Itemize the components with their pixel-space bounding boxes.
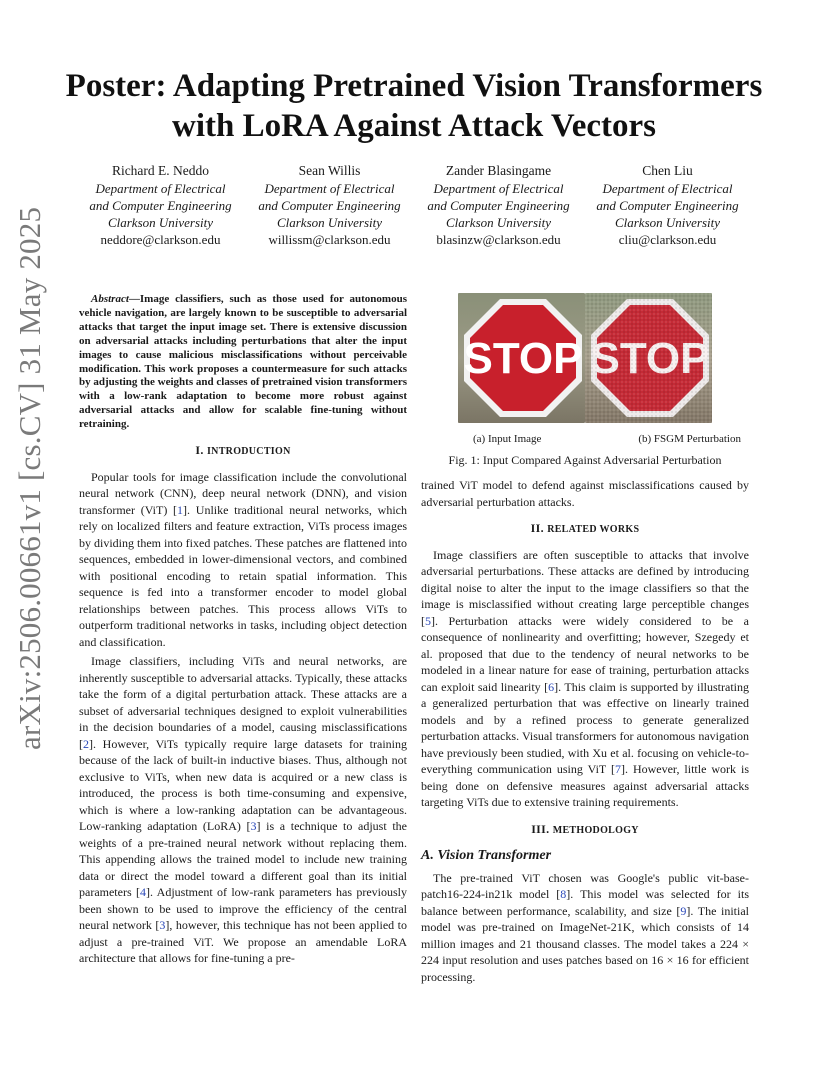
text-run: ]. This model was selected for its balance between performance, scalability, and size [ — [421, 887, 749, 918]
section-number: II. — [530, 521, 544, 535]
citation-link[interactable]: 6 — [548, 679, 555, 694]
author-name: Chen Liu — [642, 163, 693, 178]
author-affiliation: Department of Electrical — [95, 181, 226, 196]
paper-title — [60, 66, 768, 146]
author-email: blasinzw@clarkson.edu — [436, 232, 561, 247]
section-heading-introduction — [79, 442, 407, 461]
abstract-text: —Image classifiers, such as those used for autonomous vehicle navigation, are largely known to be susceptible to adversarial attacks that target the input image set. There is extensive discussion on adversarial attacks including perturbations that alter the input images to cause malicious misclassifications without perceivable modification. This work proposes a countermeasure for such attacks by adjusting the weights and classes of pretrained vision transformers with a low-rank adaptation to become more robust against adversarial attacks and allow for scalable fine-tuning without retraining. — [79, 293, 407, 431]
author-affiliation: and Computer Engineering — [89, 198, 232, 213]
citation-link[interactable]: 7 — [614, 762, 621, 776]
text-run: ]. However, little work is being done on defensive measures against adversarial attacks targeting ViTs due to extensive training requirements. — [421, 762, 749, 809]
text-run: ] is a technique to adjust the weights of a pre-trained neural network without replacing them. This appending allows the trained model to include new training data or direct the model toward a different goal than its initial parameters [ — [79, 819, 407, 900]
author-name: Sean Willis — [298, 163, 361, 178]
subcaption-b: (b) FSGM Perturbation — [638, 433, 741, 445]
intro-paragraph-2 — [79, 653, 407, 967]
citation-link[interactable]: 8 — [560, 887, 567, 901]
input-image — [458, 293, 585, 423]
text-run: Popular tools for image classification include the convolutional neural network (CNN), deep neural network (DNN), and vision transformer (ViT) [ — [79, 469, 407, 517]
perturbed-image — [585, 293, 712, 423]
section-title: INTRODUCTION — [206, 446, 291, 458]
text-run: ]. Adjustment of low-rank parameters has previously been shown to be used to improve the efficiency of the central neural network [ — [79, 885, 407, 933]
citation-link[interactable]: 9 — [680, 903, 687, 918]
text-run: ]. This claim is supported by illustrating a generalized perturbation that was effective on linearly trained models and by a refined process to generate generalized perturbation attacks. Visual transformers for autonomous navigation have previously been studied, with Xu et al. focusing on vehicle-to-everything communication using ViT [ — [421, 679, 749, 776]
title-line-1: Poster: Adapting Pretrained Vision Transformers — [65, 68, 763, 104]
subcaptions — [421, 433, 749, 445]
author-email: willissm@clarkson.edu — [268, 232, 391, 247]
section-number: III. — [531, 821, 550, 836]
author-email: neddore@clarkson.edu — [100, 232, 221, 247]
author-block — [245, 162, 414, 248]
vision-transformer-paragraph — [421, 870, 749, 986]
author-block — [583, 162, 752, 248]
intro-continuation: trained ViT model to defend against misclassifications caused by adversarial perturbation attacks. — [421, 478, 749, 509]
citation-link[interactable]: 1 — [177, 502, 184, 517]
author-affiliation: Clarkson University — [614, 215, 721, 230]
text-run: ]. The initial model was pre-trained on ImageNet-21K, which consists of 14 million images and 21 thousand classes. The model takes a 224 × 224 input resolution and uses patches based on 16 × 16 for efficient processing. — [421, 903, 749, 984]
intro-paragraph-1 — [79, 469, 407, 651]
author-affiliation: and Computer Engineering — [427, 198, 570, 213]
author-affiliation: and Computer Engineering — [258, 198, 401, 213]
citation-link[interactable]: 4 — [139, 885, 146, 900]
title-line-2: with LoRA Against Attack Vectors — [171, 108, 657, 144]
author-affiliation: Department of Electrical — [602, 181, 733, 196]
section-heading-related-works — [421, 520, 749, 539]
citation-link[interactable]: 5 — [425, 613, 431, 628]
author-affiliation: Department of Electrical — [433, 181, 564, 196]
author-name: Richard E. Neddo — [111, 163, 210, 178]
text-run: ]. However, ViTs typically require large datasets for training because of the lack of built-in inductive biases. Thus, although not exclusive to ViTs, when new data is acquired or a new class is introduced, the process is both time-consuming and expensive, which is where a low-ranking adaptation can be advantageous. Low-ranking adaptation (LoRA) [ — [79, 736, 407, 834]
text-run: ], however, this technique has not been applied to adjust a pre-trained ViT. We propose an amendable LoRA architecture that allows for fine-tuning a pre- — [79, 918, 407, 966]
section-title: METHODOLOGY — [552, 824, 639, 836]
section-heading-methodology — [421, 821, 749, 840]
author-affiliation: Clarkson University — [445, 215, 552, 230]
citation-link[interactable]: 3 — [159, 918, 166, 933]
author-block — [76, 162, 245, 248]
figure-caption: Fig. 1: Input Compared Against Adversarial Perturbation — [448, 453, 722, 467]
stop-sign-perturbed-image — [585, 293, 712, 423]
stop-sign-image — [458, 293, 585, 423]
figure-1 — [421, 293, 749, 468]
author-affiliation: Department of Electrical — [264, 181, 395, 196]
author-name: Zander Blasingame — [445, 163, 552, 178]
arxiv-identifier[interactable]: arXiv:2506.00661v1 [cs.CV] 31 May 2025 — [12, 206, 47, 750]
text-run: ]. Unlike traditional neural networks, which rely on localized filters and feature extraction, ViTs process images by dividing them into fixed patches. These patches are flattened into sequences, embedded in lower-dimensional vectors, and combined with positional encoding to retain spatial information. This sequence is fed into a transformer encoder to model global relationships between patches. This process allows ViTs to outperform traditional networks in tasks, including object detection and classification. — [79, 502, 408, 649]
author-affiliation: Clarkson University — [107, 215, 214, 230]
author-affiliation: and Computer Engineering — [596, 198, 739, 213]
subcaption-a: (a) Input Image — [473, 433, 542, 445]
abstract — [79, 293, 407, 432]
text-run: The pre-trained ViT chosen was Google's public vit-base-patch16-224-in21k model [ — [421, 870, 749, 901]
section-title: RELATED WORKS — [547, 524, 640, 535]
author-affiliation: Clarkson University — [276, 215, 383, 230]
text-run: Image classifiers, including ViTs and neural networks, are inherently susceptible to adversarial attacks. Typically, these attacks take the form of a digital perturbation attack. These attacks are a subset of adversarial techniques designed to exploit vulnerabilities in the decision boundaries of a model, causing misclassifications [ — [79, 654, 407, 751]
section-number: I. — [195, 443, 204, 458]
related-works-paragraph — [421, 547, 749, 811]
left-column — [79, 293, 407, 970]
right-column — [421, 477, 749, 988]
citation-link[interactable]: 2 — [83, 736, 89, 751]
citation-link[interactable]: 3 — [250, 819, 257, 834]
text-run: ]. Perturbation attacks were widely considered to be a consequence of nonlinearity and overfitting; however, Szegedy et al. proposed that due to the tendency of neural networks to be modeled in a linear nature for ease of training, perturbation attacks can exploit said linearity [ — [421, 613, 749, 694]
author-block — [414, 162, 583, 248]
subsection-vision-transformer: A. Vision Transformer — [421, 847, 552, 863]
author-email: cliu@clarkson.edu — [618, 232, 717, 247]
sign-text: STOP — [463, 334, 583, 383]
text-run: Image classifiers are often susceptible to attacks that involve adversarial perturbations. These attacks are defined by introducing digital noise to alter the input to the image classifiers so that the image is misclassified without creating large perceptible changes [ — [421, 547, 749, 628]
author-list — [76, 162, 752, 248]
figure-images — [421, 293, 749, 423]
abstract-label: Abstract — [91, 293, 129, 305]
